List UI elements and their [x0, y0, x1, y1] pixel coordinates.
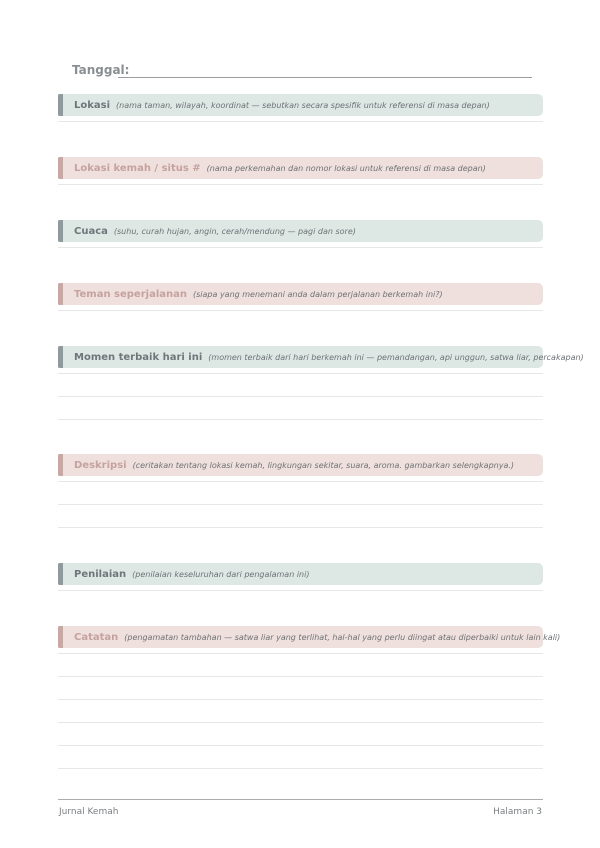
section-hint: (suhu, curah hujan, angin, cerah/mendung — pagi dan sore)	[113, 226, 356, 236]
section-header	[58, 454, 543, 476]
section-header	[58, 563, 543, 585]
writing-line[interactable]	[58, 310, 543, 311]
footer-divider	[58, 799, 543, 800]
section-lokasi-kemah	[58, 157, 543, 185]
section-cuaca	[58, 220, 543, 248]
section-header	[58, 626, 561, 648]
section-title: Lokasi	[74, 99, 111, 111]
section-header	[58, 157, 543, 179]
section-teman	[58, 283, 543, 311]
section-title: Cuaca	[74, 225, 108, 237]
section-catatan	[58, 626, 561, 769]
section-title: Catatan	[74, 631, 119, 643]
footer-journal-title: Jurnal Kemah	[59, 807, 119, 817]
date-input-line[interactable]	[118, 77, 532, 78]
writing-line[interactable]	[58, 121, 543, 122]
section-momen	[58, 346, 584, 420]
writing-line[interactable]	[58, 676, 543, 677]
section-header	[58, 283, 543, 305]
writing-line[interactable]	[58, 653, 543, 654]
section-title: Lokasi kemah / situs #	[74, 162, 201, 174]
section-title: Teman seperjalanan	[74, 288, 187, 300]
section-lokasi	[58, 94, 543, 122]
section-hint: (penilaian keseluruhan dari pengalaman ini)	[132, 569, 310, 579]
section-penilaian	[58, 563, 543, 591]
date-label: Tanggal:	[72, 63, 130, 77]
writing-line[interactable]	[58, 504, 543, 505]
section-hint: (ceritakan tentang lokasi kemah, lingkungan sekitar, suara, aroma. gambarkan selengkapnya.)	[132, 460, 515, 470]
section-title: Momen terbaik hari ini	[74, 351, 203, 363]
writing-line[interactable]	[58, 419, 543, 420]
writing-line[interactable]	[58, 590, 543, 591]
footer-page-number: Halaman 3	[493, 807, 542, 817]
writing-line[interactable]	[58, 768, 543, 769]
section-hint: (nama perkemahan dan nomor lokasi untuk referensi di masa depan)	[206, 163, 486, 173]
section-deskripsi	[58, 454, 543, 528]
section-hint: (pengamatan tambahan — satwa liar yang terlihat, hal-hal yang perlu diingat atau diperbaiki untuk lain kali)	[124, 632, 561, 642]
section-header	[58, 346, 584, 368]
writing-line[interactable]	[58, 373, 543, 374]
writing-line[interactable]	[58, 247, 543, 248]
writing-line[interactable]	[58, 699, 543, 700]
writing-line[interactable]	[58, 722, 543, 723]
writing-line[interactable]	[58, 184, 543, 185]
section-header	[58, 94, 543, 116]
writing-line[interactable]	[58, 481, 543, 482]
section-hint: (momen terbaik dari hari berkemah ini — pemandangan, api unggun, satwa liar, percakapan)	[208, 352, 584, 362]
section-header	[58, 220, 543, 242]
section-title: Penilaian	[74, 568, 127, 580]
section-title: Deskripsi	[74, 459, 127, 471]
writing-line[interactable]	[58, 527, 543, 528]
writing-line[interactable]	[58, 396, 543, 397]
section-hint: (siapa yang menemani anda dalam perjalanan berkemah ini?)	[193, 289, 443, 299]
section-hint: (nama taman, wilayah, koordinat — sebutkan secara spesifik untuk referensi di masa depan)	[116, 100, 490, 110]
writing-line[interactable]	[58, 745, 543, 746]
date-row	[72, 62, 532, 80]
